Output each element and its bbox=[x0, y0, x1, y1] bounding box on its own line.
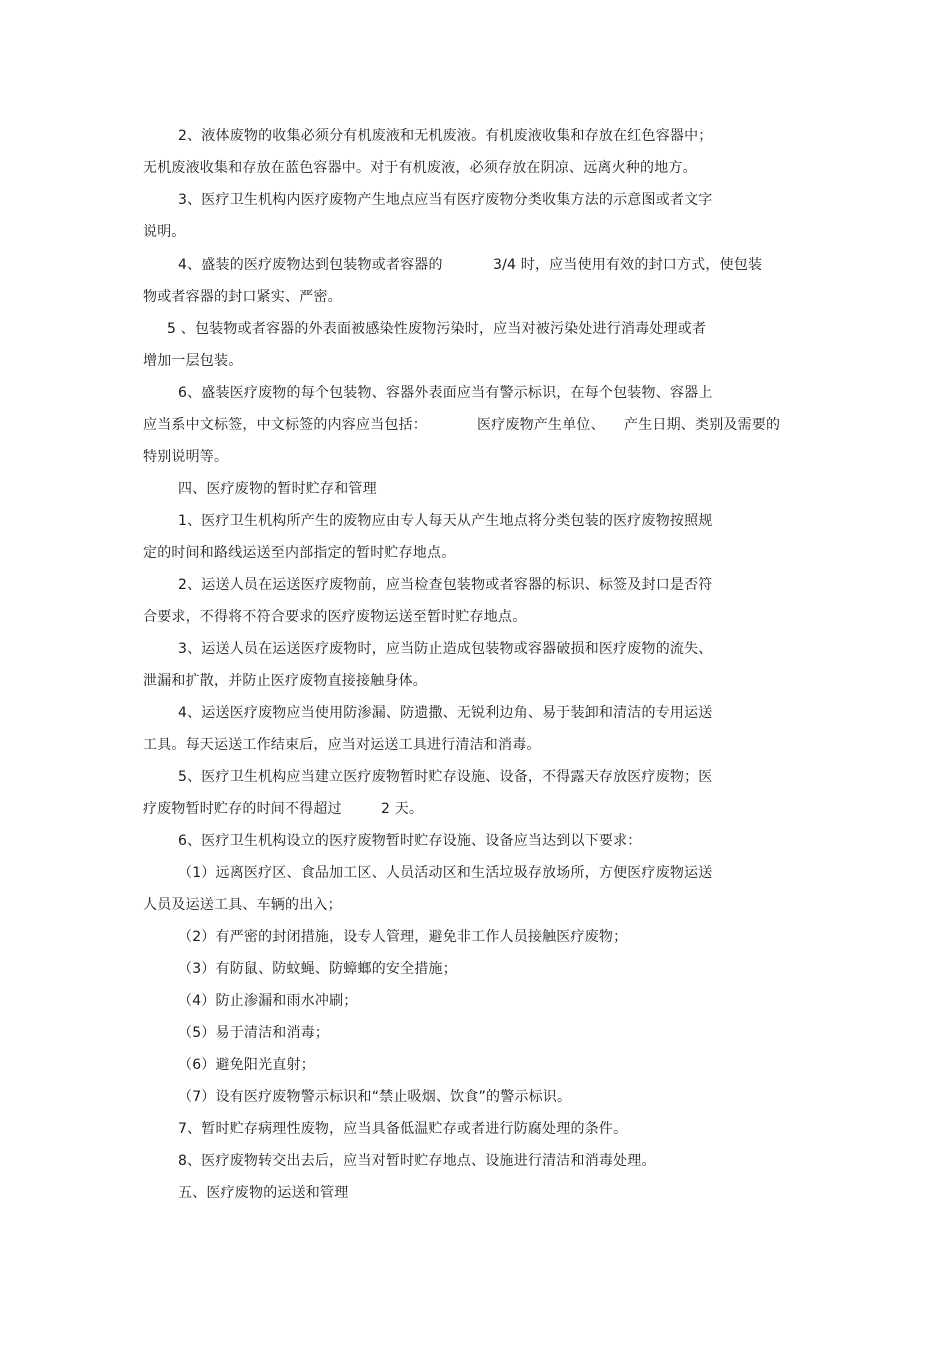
text-line: 说明。 bbox=[143, 224, 186, 240]
list-item: （1）远离医疗区、食品加工区、人员活动区和生活垃圾存放场所，方便医疗废物运送 bbox=[178, 865, 713, 881]
list-item: （5）易于清洁和消毒； bbox=[178, 1025, 330, 1041]
text-line: 工具。每天运送工作结束后，应当对运送工具进行清洁和消毒。 bbox=[143, 737, 541, 753]
text-line: 4、盛装的医疗废物达到包装物或者容器的 bbox=[178, 257, 443, 273]
text-line: 医疗废物产生单位、 bbox=[477, 417, 605, 433]
list-item: （3）有防鼠、防蚊蝇、防蟑螂的安全措施； bbox=[178, 961, 457, 977]
text-line: 合要求，不得将不符合要求的医疗废物运送至暂时贮存地点。 bbox=[143, 609, 527, 625]
text-line: 1、医疗卫生机构所产生的废物应由专人每天从产生地点将分类包装的医疗废物按照规 bbox=[178, 513, 713, 529]
text-line: 无机废液收集和存放在蓝色容器中。对于有机废液，必须存放在阴凉、远离火种的地方。 bbox=[143, 160, 697, 176]
text-line: 人员及运送工具、车辆的出入； bbox=[143, 897, 342, 913]
list-item: （6）避免阳光直射； bbox=[178, 1057, 315, 1073]
text-line: 3/4 时，应当使用有效的封口方式，使包装 bbox=[493, 257, 763, 273]
list-item: （2）有严密的封闭措施，设专人管理，避免非工作人员接触医疗废物； bbox=[178, 929, 628, 945]
text-line: 泄漏和扩散，并防止医疗废物直接接触身体。 bbox=[143, 673, 427, 689]
text-line: 4、运送医疗废物应当使用防渗漏、防遗撒、无锐利边角、易于装卸和清洁的专用运送 bbox=[178, 705, 713, 721]
text-line: 2、液体废物的收集必须分有机废液和无机废液。有机废液收集和存放在红色容器中； bbox=[178, 128, 713, 144]
text-line: 定的时间和路线运送至内部指定的暂时贮存地点。 bbox=[143, 545, 456, 561]
text-line: 5、医疗卫生机构应当建立医疗废物暂时贮存设施、设备，不得露天存放医疗废物；医 bbox=[178, 769, 713, 785]
section-heading: 五、医疗废物的运送和管理 bbox=[178, 1185, 349, 1201]
text-line: 2 天。 bbox=[381, 801, 424, 817]
text-line: 3、医疗卫生机构内医疗废物产生地点应当有医疗废物分类收集方法的示意图或者文字 bbox=[178, 192, 713, 208]
text-line: 2、运送人员在运送医疗废物前，应当检查包装物或者容器的标识、标签及封口是否符 bbox=[178, 577, 713, 593]
text-line: 特别说明等。 bbox=[143, 449, 229, 465]
text-line: 物或者容器的封口紧实、严密。 bbox=[143, 289, 342, 305]
text-line: 产生日期、类别及需要的 bbox=[624, 417, 781, 433]
text-line: 8、医疗废物转交出去后，应当对暂时贮存地点、设施进行清洁和消毒处理。 bbox=[178, 1153, 656, 1169]
text-line: 7、暂时贮存病理性废物，应当具备低温贮存或者进行防腐处理的条件。 bbox=[178, 1121, 628, 1137]
text-line: 增加一层包装。 bbox=[143, 353, 243, 369]
list-item: （7）设有医疗废物警示标识和“禁止吸烟、饮食”的警示标识。 bbox=[178, 1089, 572, 1105]
text-line: 6、盛装医疗废物的每个包装物、容器外表面应当有警示标识，在每个包装物、容器上 bbox=[178, 385, 713, 401]
text-line: 3、运送人员在运送医疗废物时，应当防止造成包装物或容器破损和医疗废物的流失、 bbox=[178, 641, 713, 657]
section-heading: 四、医疗废物的暂时贮存和管理 bbox=[178, 481, 377, 497]
list-item: （4）防止渗漏和雨水冲刷； bbox=[178, 993, 358, 1009]
text-line: 应当系中文标签，中文标签的内容应当包括： bbox=[143, 417, 427, 433]
text-line: 5 、包装物或者容器的外表面被感染性废物污染时，应当对被污染处进行消毒处理或者 bbox=[167, 321, 707, 337]
text-line: 6、医疗卫生机构设立的医疗废物暂时贮存设施、设备应当达到以下要求： bbox=[178, 833, 642, 849]
text-line: 疗废物暂时贮存的时间不得超过 bbox=[143, 801, 342, 817]
